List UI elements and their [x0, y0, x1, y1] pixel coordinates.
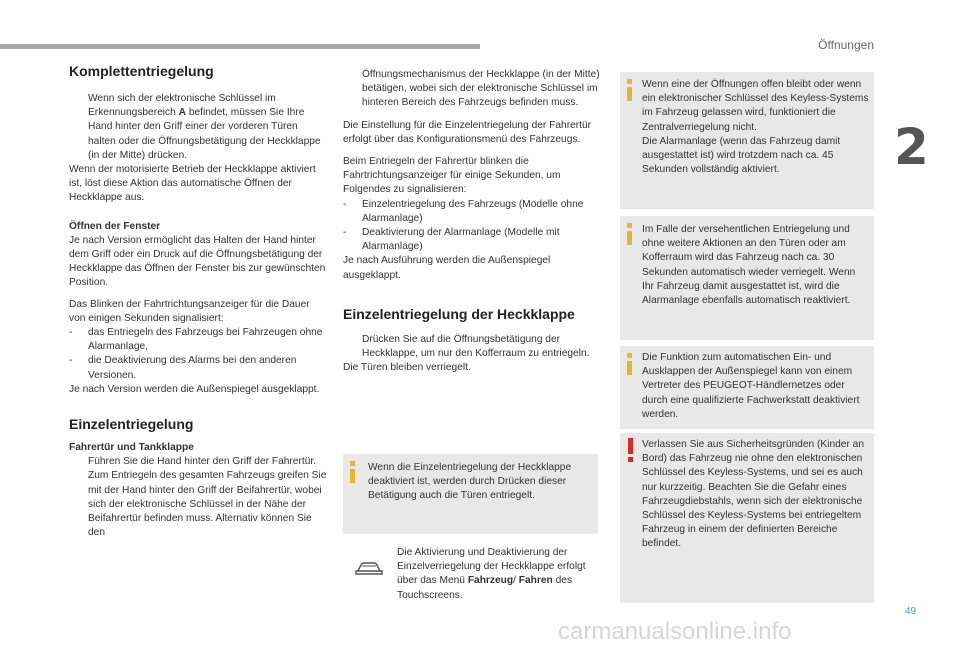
paragraph: Das Blinken der Fahrtrichtungsanzeiger für die Dauer von einigen Sekunden signalisiert: [69, 298, 310, 324]
car-icon [355, 561, 383, 577]
watermark: carmanualsonline.info [558, 618, 792, 645]
warning-icon [627, 438, 635, 464]
car-menu-text: Die Aktivierung und Deaktivierung der Einzelverriegelung der Heckklappe erfolgt über das Menü Fahrzeug/ Fahren des Touchscreens. [397, 547, 586, 601]
info-box-aussenspiegel: Die Funktion zum automatischen Ein- und Ausklappen der Außenspiegel kann von einem Vertreter des PEUGEOT-Händlernetzes oder durch eine qualifizierte Fachwerkstatt deaktiviert werden. [620, 346, 874, 429]
list-item: Drücken Sie auf die Öffnungsbetätigung der Heckklappe, um nur den Kofferraum zu entriegeln. [362, 333, 590, 360]
subheading-fenster: Öffnen der Fenster [69, 220, 161, 232]
top-rule [0, 44, 480, 49]
list-item: - die Deaktivierung des Alarms bei den anderen Versionen. [69, 355, 297, 381]
paragraph: Je nach Version ermöglicht das Halten der Hand hinter dem Griff oder ein Druck auf die Öffnungsbetätigung der Heckklappe das Öffnen der Fenster bis zur gewünschten Position. [69, 234, 326, 289]
heading-einzelentriegelung: Einzelentriegelung [69, 416, 194, 433]
list-item: Wenn sich der elektronische Schlüssel im Erkennungsbereich A befindet, müssen Sie Ihre Hand hinter den Griff einer der vorderen Türen halten oder die Öffnungsbetätigung der Heckklappe (in der Mitte) drücken. [88, 93, 321, 161]
paragraph: Beim Entriegeln der Fahrertür blinken die Fahrtrichtungsanzeiger für einige Sekunden, um Folgendes zu signalisieren: [343, 156, 561, 196]
list-item: Führen Sie die Hand hinter den Griff der Fahrertür. [88, 456, 317, 468]
subheading-fahrertuer: Fahrertür und Tankklappe [69, 442, 194, 454]
column-1 [69, 62, 327, 540]
chapter-title: Öffnungen [818, 38, 874, 52]
info-box-zentralverriegelung: Wenn eine der Öffnungen offen bleibt oder wenn ein elektronischer Schlüssel des Keyless-Systems im Fahrzeug gelassen wird, funktioniert die Zentralverriegelung nicht. Die Alarmanlage (wenn das Fahrzeug damit ausgestattet ist) wird trotzdem nach ca. 45 Sekunden vollständig aktiviert. [620, 72, 874, 209]
page-number: 49 [905, 606, 917, 617]
chapter-number: 2 [894, 118, 929, 176]
paragraph: Die Einstellung für die Einzelentriegelung der Fahrertür erfolgt über das Konfigurationsmenü des Fahrzeugs. [343, 119, 592, 145]
warning-box-sicherheit: Verlassen Sie aus Sicherheitsgründen (Kinder an Bord) das Fahrzeug nie ohne den elektronischen Schlüssel des Keyless-Systems, und sei es auch nur kurzzeitig. Beachten Sie die Gefahr eines Fahrzeugdiebstahls, wenn sich der elektronische Schlüssel des Keyless-Systems bei entriegeltem Fahrzeug in einem der definierten Bereiche befindet. [620, 433, 874, 603]
column-2 [343, 68, 601, 375]
heading-komplettentriegelung: Komplettentriegelung [69, 63, 214, 79]
info-box-heckklappe: Wenn die Einzelentriegelung der Heckklappe deaktiviert ist, werden durch Drücken dieser Betätigung auch die Türen entriegelt. [343, 454, 598, 534]
list-item: - Einzelentriegelung des Fahrzeugs (Modelle ohne Alarmanlage) [343, 198, 584, 224]
info-icon [627, 79, 633, 101]
paragraph: Öffnungsmechanismus der Heckklappe (in der Mitte) betätigen, wobei sich der elektronische Schlüssel im hinteren Bereich des Fahrzeugs befinden muss. [362, 69, 600, 109]
list-item: - das Entriegeln des Fahrzeugs bei Fahrzeugen ohne Alarmanlage, [69, 327, 323, 353]
info-icon [627, 223, 633, 245]
paragraph: Wenn der motorisierte Betrieb der Heckklappe aktiviert ist, löst diese Aktion das automatische Öffnen der Heckklappe aus. [69, 164, 316, 204]
heading-heckklappe: Einzelentriegelung der Heckklappe [343, 305, 575, 322]
info-icon [350, 461, 356, 483]
paragraph: Je nach Ausführung werden die Außenspiegel ausgeklappt. [343, 255, 551, 281]
list-item: - Deaktivierung der Alarmanlage (Modelle mit Alarmanlage) [343, 227, 560, 253]
info-icon [627, 353, 633, 375]
list-item: Zum Entriegeln des gesamten Fahrzeugs greifen Sie mit der Hand hinter den Griff der Beifahrertür, wobei sich der elektronische Schlüssel in der Nähe der Beifahrertür befinden muss. Alternativ können Sie den [88, 470, 327, 539]
info-box-verriegelung: Im Falle der versehentlichen Entriegelung und ohne weitere Aktionen an den Türen oder am Kofferraum wird das Fahrzeug nach ca. 30 Sekunden automatisch wieder verriegelt. Wenn Ihr Fahrzeug damit ausgestattet ist, wird die Alarmanlage ebenfalls automatisch reaktiviert. [620, 216, 874, 340]
paragraph: Je nach Version werden die Außenspiegel ausgeklappt. [69, 383, 320, 395]
paragraph: Die Türen bleiben verriegelt. [343, 362, 471, 374]
